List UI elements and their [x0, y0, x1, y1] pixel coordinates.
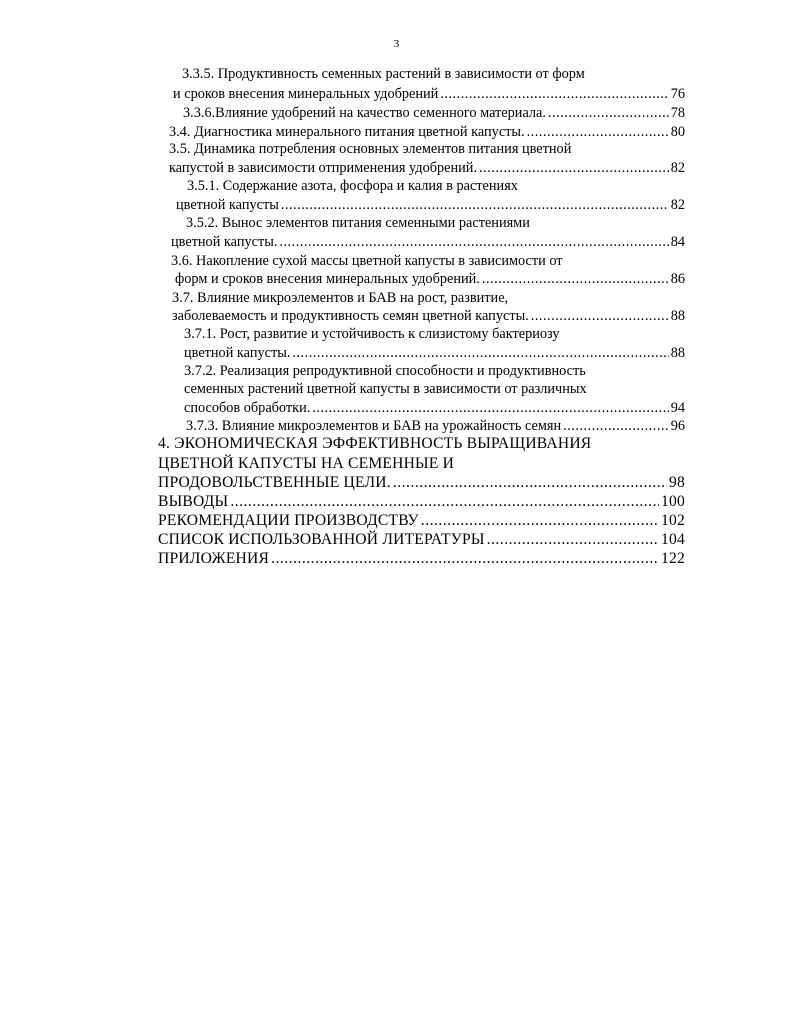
toc-line: 3.5.2. Вынос элементов питания семенными растениями — [186, 215, 530, 231]
page-ref: 88 — [670, 345, 685, 361]
toc-entry[interactable]: ПРОДОВОЛЬСТВЕННЫЕ ЦЕЛИ. ..... 98 — [158, 473, 685, 493]
toc-entry[interactable]: 3.7.3. Влияние микроэлементов и БАВ на урожайность семян ..... 96 — [186, 416, 685, 436]
toc-entry[interactable]: ПРИЛОЖЕНИЯ ..... 122 — [158, 549, 685, 569]
page-ref: 102 — [661, 512, 685, 529]
page-ref: 82 — [670, 197, 685, 213]
page-ref: 84 — [670, 234, 685, 250]
page-number: 3 — [393, 38, 400, 50]
page-ref: 76 — [670, 86, 685, 102]
page-ref: 98 — [669, 474, 685, 491]
toc-line: 3.6. Накопление сухой массы цветной капусты в зависимости от — [171, 253, 563, 269]
page-ref: 100 — [661, 493, 685, 510]
toc-line: 3.7. Влияние микроэлементов и БАВ на рост, развитие, — [172, 290, 509, 306]
page-ref: 88 — [670, 308, 685, 324]
toc-line: 3.5. Динамика потребления основных элементов питания цветной — [169, 141, 572, 157]
page-ref: 86 — [670, 271, 685, 287]
toc-entry[interactable]: и сроков внесения минеральных удобрений ..... 76 — [173, 84, 685, 104]
toc-line: 3.5.1. Содержание азота, фосфора и калия в растениях — [187, 178, 518, 194]
toc-line: ЦВЕТНОЙ КАПУСТЫ НА СЕМЕННЫЕ И — [158, 455, 455, 472]
page-ref: 94 — [670, 400, 685, 416]
toc-line: 3.3.5. Продуктивность семенных растений в зависимости от форм — [182, 66, 585, 82]
page-ref: 78 — [670, 105, 685, 121]
toc-entry[interactable]: цветной капусты. ..... 88 — [184, 343, 685, 363]
toc-entry[interactable]: СПИСОК ИСПОЛЬЗОВАННОЙ ЛИТЕРАТУРЫ ..... 104 — [158, 530, 685, 550]
page-ref: 82 — [670, 160, 685, 176]
toc-entry[interactable]: ВЫВОДЫ ..... 100 — [158, 492, 685, 512]
toc-entry[interactable]: цветной капусты ..... 82 — [176, 195, 685, 215]
toc-entry[interactable]: форм и сроков внесения минеральных удобрений. ..... 86 — [175, 269, 685, 289]
toc-entry[interactable]: цветной капусты. ..... 84 — [171, 232, 685, 252]
toc-entry[interactable]: РЕКОМЕНДАЦИИ ПРОИЗВОДСТВУ ..... 102 — [158, 511, 685, 531]
toc-entry[interactable]: 3.4. Диагностика минерального питания цветной капусты. ..... 80 — [169, 122, 685, 142]
page-ref: 104 — [661, 531, 685, 548]
toc-line: 3.7.2. Реализация репродуктивной способности и продуктивность — [184, 363, 586, 379]
toc-line: 3.7.1. Рост, развитие и устойчивость к слизистому бактериозу — [184, 326, 560, 342]
toc-entry[interactable]: 3.3.6.Влияние удобрений на качество семенного материала. ..... 78 — [183, 103, 685, 123]
toc-entry[interactable]: заболеваемость и продуктивность семян цветной капусты. ..... 88 — [172, 306, 685, 326]
toc-line: семенных растений цветной капусты в зависимости от различных — [184, 381, 587, 397]
toc-entry[interactable]: способов обработки. ..... 94 — [184, 398, 685, 418]
page-ref: 122 — [661, 550, 685, 567]
page-ref: 80 — [670, 124, 685, 140]
page-ref: 96 — [670, 418, 685, 434]
toc-entry[interactable]: капустой в зависимости отприменения удобрений. ..... 82 — [169, 158, 685, 178]
toc-line: 4. ЭКОНОМИЧЕСКАЯ ЭФФЕКТИВНОСТЬ ВЫРАЩИВАНИЯ — [158, 435, 592, 452]
